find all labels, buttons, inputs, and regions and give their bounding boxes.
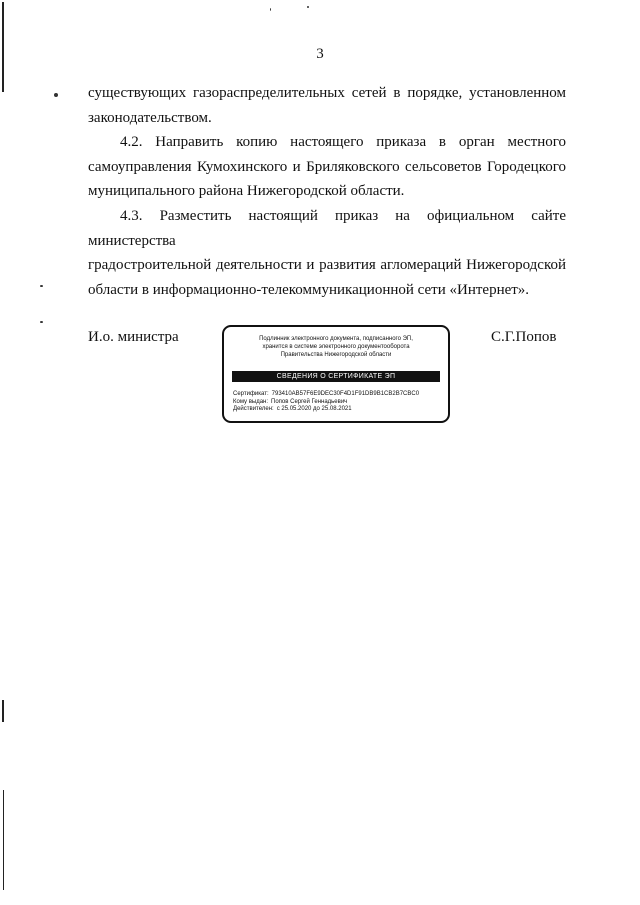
electronic-signature-stamp xyxy=(222,325,450,423)
paragraph-line: 4.2. Направить копию настоящего приказа в орган местного xyxy=(120,134,566,150)
stamp-details xyxy=(233,391,442,414)
signatory-title: И.о. министра xyxy=(88,329,179,345)
stamp-header-line: хранится в системе электронного документооборота xyxy=(262,344,410,350)
scan-speck xyxy=(40,285,43,287)
issued-to-row xyxy=(233,399,442,407)
certificate-label: Сертификат: xyxy=(233,391,269,397)
paragraph-line: градостроительной деятельности и развития агломераций Нижегородской xyxy=(88,257,566,273)
scan-speck xyxy=(270,8,271,11)
scan-speck xyxy=(54,93,58,97)
paragraph-4-1-continuation xyxy=(88,81,566,130)
signatory-name: С.Г.Попов xyxy=(491,329,557,345)
scan-speck xyxy=(40,321,43,323)
stamp-header xyxy=(230,335,442,359)
issued-to-label: Кому выдан: xyxy=(233,398,269,405)
paragraph-line: области в информационно-телекоммуникационной сети «Интернет». xyxy=(88,281,530,298)
paragraph-line: самоуправления Кумохинского и Бриляковского сельсоветов Городецкого xyxy=(88,158,566,175)
certificate-value: 793410AB57F6E9DEC30F4D1F91DB9B1CB2B7CBC0 xyxy=(271,391,420,397)
validity-label: Действителен: xyxy=(233,406,274,412)
stamp-header-line: Подлинник электронного документа, подписанного ЭП, xyxy=(259,336,413,342)
validity-row xyxy=(233,406,442,414)
scan-speck xyxy=(307,6,309,8)
stamp-header-line: Правительства Нижегородской области xyxy=(280,352,392,358)
scan-edge-mark xyxy=(3,790,4,890)
stamp-title-bar: СВЕДЕНИЯ О СЕРТИФИКАТЕ ЭП xyxy=(232,371,440,382)
paragraph-line: законодательством. xyxy=(88,109,212,126)
paragraph-4-2 xyxy=(88,130,566,204)
scan-edge-mark xyxy=(2,700,4,722)
paragraph-line: существующих газораспределительных сетей в порядке, установленном xyxy=(88,85,566,101)
paragraph-line: 4.3. Разместить настоящий приказ на официальном сайте министерства xyxy=(88,208,566,249)
paragraph-line: муниципального района Нижегородской области. xyxy=(88,183,405,199)
page-number: 3 xyxy=(316,46,324,62)
validity-value: с 25.05.2020 до 25.08.2021 xyxy=(276,406,352,412)
issued-to-value: Попов Сергей Геннадьевич xyxy=(271,398,348,405)
paragraph-4-3 xyxy=(88,204,566,302)
certificate-row xyxy=(233,391,442,399)
